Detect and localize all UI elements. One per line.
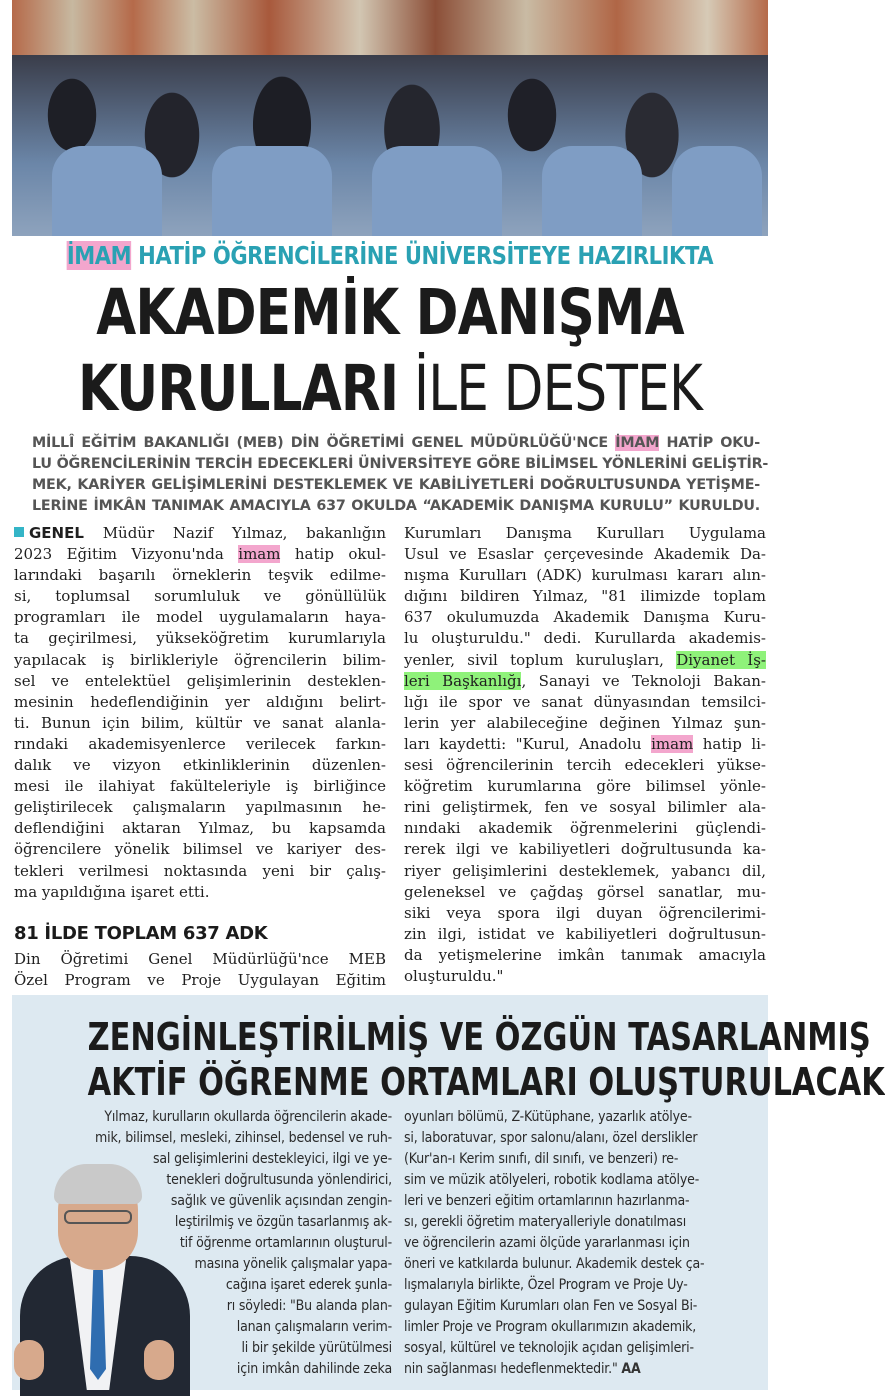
body-line: lerin yer alabileceğine değinen Yılmaz şun- [404,713,766,732]
box-line: mik, bilimsel, mesleki, zihinsel, bedensel ve ruh- [95,1130,392,1146]
body-lines [14,565,386,903]
headline-thin: İLE DESTEK [398,352,703,425]
box-lines [404,1107,764,1359]
body-line: dalık ve vizyon etkinliklerinin düzenlen- [14,756,386,775]
body-line: ma yapıldığına işaret etti. [14,882,210,901]
student-figure [212,146,332,236]
student-figure [542,146,642,236]
box-line: sosyal, kültürel ve teknolojik açıdan gelişimleri- [404,1340,694,1356]
body-line: nındaki akademik öğrenmelerini güçlendi- [404,819,766,838]
box-line [404,1359,728,1380]
box-line: rı söyledi: "Bu alanda plan- [226,1298,392,1314]
keyword-highlight: imam [238,545,281,564]
body-lines [404,755,766,987]
article-column-1-continued [14,949,386,991]
body-line: si, toplumsal sorumluluk ve gönüllülük [14,587,386,606]
bullet-square-icon [14,527,24,537]
box-line: ve öğrencilerin azami ölçüde yararlanması için [404,1235,690,1251]
body-line: rındaki akademisyenlerce verilecek farkın- [14,734,386,753]
box-line: için imkân dahilinde zeka [236,1361,392,1377]
school-building [12,0,768,62]
box-line: cağına işaret ederek şunla- [225,1277,392,1293]
body-line: oluşturuldu." [404,966,504,985]
body-line: rerek ilgi ve kabiliyetleri doğrultusunda ka- [404,840,766,859]
kicker-highlight: İMAM [66,241,132,270]
body-line: öğrencilere yönelik bilimsel ve kariyer des- [14,840,386,859]
headline-line-1: AKADEMİK DANIŞMA [96,276,684,349]
body-line: programları ile model uygulamaların haya- [14,608,386,627]
box-line: leştirilmiş ve özgün tasarlanmış ak- [174,1214,392,1230]
body-lines [404,523,766,650]
body-line: larındaki başarılı örneklerin teşvik edilme- [14,566,386,585]
student-figure [52,146,162,236]
body-line: geliştirilecek çalışmaların yapılmasının he- [14,798,386,817]
body-lines [14,949,386,991]
body-line: Özel Program ve Proje Uygulayan Eğitim [14,971,386,990]
lead-paragraph [32,433,769,517]
body-line: köğretim kurumlarına göre bilimsel yönle- [404,777,766,796]
box-line: Yılmaz, kurulların okullarda öğrencilerin akade- [104,1109,392,1125]
body-line: siki veya spora ilgi duyan öğrencilerimi- [404,903,766,922]
body-text: Müdür Nazif Yılmaz, bakanlığın [83,524,386,542]
body-line: 637 okulumuzda Akademik Danışma Kuru- [404,608,766,627]
body-line: deflendiğini aktaran Yılmaz, bu kapsamda [14,819,386,838]
body-line: rini geliştirmek, fen ve sosyal bilimler ala- [404,798,766,817]
lead-line: LERİNE İMKÂN TANIMAK AMACIYLA 637 OKULDA “AKADEMİK DANIŞMA KURULU” KURULDU. [32,498,760,514]
body-line: dığını bildiren Yılmaz, "81 ilimizde toplam [404,587,766,606]
body-line: mesinin hedeflendiğinin yer aldığını belirt- [14,692,386,711]
body-line: lu oluşturuldu." dedi. Kurullarda akademis- [404,629,766,648]
body-line: yapılacak iş birlikleriyle öğrencilerin bilim- [14,650,386,669]
box-line: leri ve benzeri eğitim ortamlarının hazırlanma- [404,1193,690,1209]
student-figure [672,146,762,236]
body-line: nışma Kurulları (ADK) kurulması kararı alın- [404,566,766,585]
body-text: hatip li- [693,734,766,753]
box-column-left [14,1107,392,1380]
headline-line-2 [70,352,710,425]
box-line: tif öğrenme ortamlarının oluşturul- [179,1235,392,1251]
lead-line: LU ÖĞRENCİLERİNİN TERCİH EDECEKLERİ ÜNİVERSİTEYE GÖRE BİLİMSEL YÖNLERİNİ GELİŞTİR- [32,456,769,472]
lead-line: MEK, KARİYER GELİŞİMLERİNİ DESTEKLEMEK VE KABİLİYETLERİ DOĞRULTUSUNDA YETİŞME- [32,477,760,493]
lead-line [32,433,760,454]
body-line: da yetişmelerine imkân tanımak amacıyla [404,945,766,964]
body-text: , Sanayi ve Teknoloji Bakan- [521,671,766,690]
article-column-1 [14,523,386,903]
body-line [404,650,766,671]
body-text: yenler, sivil toplum kuruluşları, [404,650,677,669]
body-line: tekleri verilmesi noktasında yeni bir çalış- [14,861,386,880]
box-line: lışmalarıyla birlikte, Özel Program ve Proje Uy- [404,1277,688,1293]
box-line: masına yönelik çalışmalar yapa- [194,1256,392,1272]
box-title-line-2: AKTİF ÖĞRENME ORTAMLARI OLUŞTURULACAK [87,1060,885,1104]
box-line: lanan çalışmaların verim- [236,1319,392,1335]
body-lines [404,692,766,734]
body-line: zin ilgi, istidat ve kabiliyetleri doğrultusun- [404,924,766,943]
box-line: sal gelişimlerini destekleyici, ilgi ve ye- [152,1151,392,1167]
box-line: sağlık ve güvenlik açısından zengin- [170,1193,392,1209]
body-line: sel ve entelektüel gelişimlerinin desteklen- [14,671,386,690]
box-line: li bir şekilde yürütülmesi [241,1340,392,1356]
box-line: oyunları bölümü, Z-Kütüphane, yazarlık atölye- [404,1109,692,1125]
body-line: mesi ile ilahiyat fakülteleriyle iş birliğince [14,777,386,796]
body-line: Usul ve Esaslar çerçevesinde Akademik Da- [404,545,766,564]
body-line [14,544,386,565]
body-line: Kurumları Danışma Kurulları Uygulama [404,524,766,542]
lead-highlight: İMAM [615,435,660,451]
box-line: sı, gerekli öğretim materyalleriyle donatılması [404,1214,687,1230]
body-line: riyer gelişimlerini desteklemek, yabancı dil, [404,861,766,880]
box-line: öneri ve katkılarda bulunur. Akademik destek ça- [404,1256,705,1272]
article-column-2 [404,523,766,987]
body-line: lığı ile spor ve sanat dünyasından temsilci- [404,692,766,711]
box-title-line-1: ZENGİNLEŞTİRİLMİŞ VE ÖZGÜN TASARLANMIŞ [87,1015,871,1059]
agency-credit: AA [621,1361,641,1377]
keyword-highlight: leri Başkanlığı [404,671,522,690]
box-lines [14,1107,392,1380]
box-text: nin sağlanması hedeflenmektedir." [404,1361,622,1377]
box-line: tenekleri doğrultusunda yönlendirici, [166,1172,392,1188]
box-line: gulayan Eğitim Kurumları olan Fen ve Sosyal Bi- [404,1298,698,1314]
lead-text: HATİP OKU- [659,435,760,451]
body-line [404,734,766,755]
student-figure [372,146,502,236]
body-line: geleneksel ve çağdaş görsel sanatlar, mu- [404,882,766,901]
box-line: si, laboratuvar, spor salonu/alanı, özel derslikler [404,1130,698,1146]
keyword-highlight: Diyanet İş- [676,650,766,669]
keyword-highlight: imam [651,734,694,753]
body-text: 2023 Eğitim Vizyonu'nda [14,545,239,564]
body-line [14,523,386,544]
body-text: ları kaydetti: "Kurul, Anadolu [404,734,652,753]
news-photo [12,0,768,236]
headline-bold: KURULLARI [77,352,399,425]
box-line: limler Proje ve Program okullarımızın akademik, [404,1319,697,1335]
dateline: GENEL [29,524,84,542]
lead-text: MİLLÎ EĞİTİM BAKANLIĞI (MEB) DİN ÖĞRETİMİ GENEL MÜDÜRLÜĞÜ'NCE [32,435,616,451]
body-text: hatip okul- [280,545,386,564]
body-line [404,671,766,692]
kicker-text: HATİP ÖĞRENCİLERİNE ÜNİVERSİTEYE HAZIRLIKTA [131,241,714,270]
body-line: ti. Bunun için bilim, kültür ve sanat alanla- [14,713,386,732]
box-line: sim ve müzik atölyeleri, robotik kodlama atölye- [404,1172,700,1188]
body-line: ta geçirilmesi, yükseköğretim kurumlarıyla [14,629,386,648]
body-line: Din Öğretimi Genel Müdürlüğü'nce MEB [14,950,386,968]
subheading: 81 İLDE TOPLAM 637 ADK [14,923,268,944]
box-line: (Kur'an-ı Kerim sınıfı, dil sınıfı, ve benzeri) re- [404,1151,679,1167]
box-column-right [404,1107,764,1380]
kicker [55,241,726,270]
body-line: sesi öğrencilerinin tercih edecekleri yükse- [404,756,766,775]
